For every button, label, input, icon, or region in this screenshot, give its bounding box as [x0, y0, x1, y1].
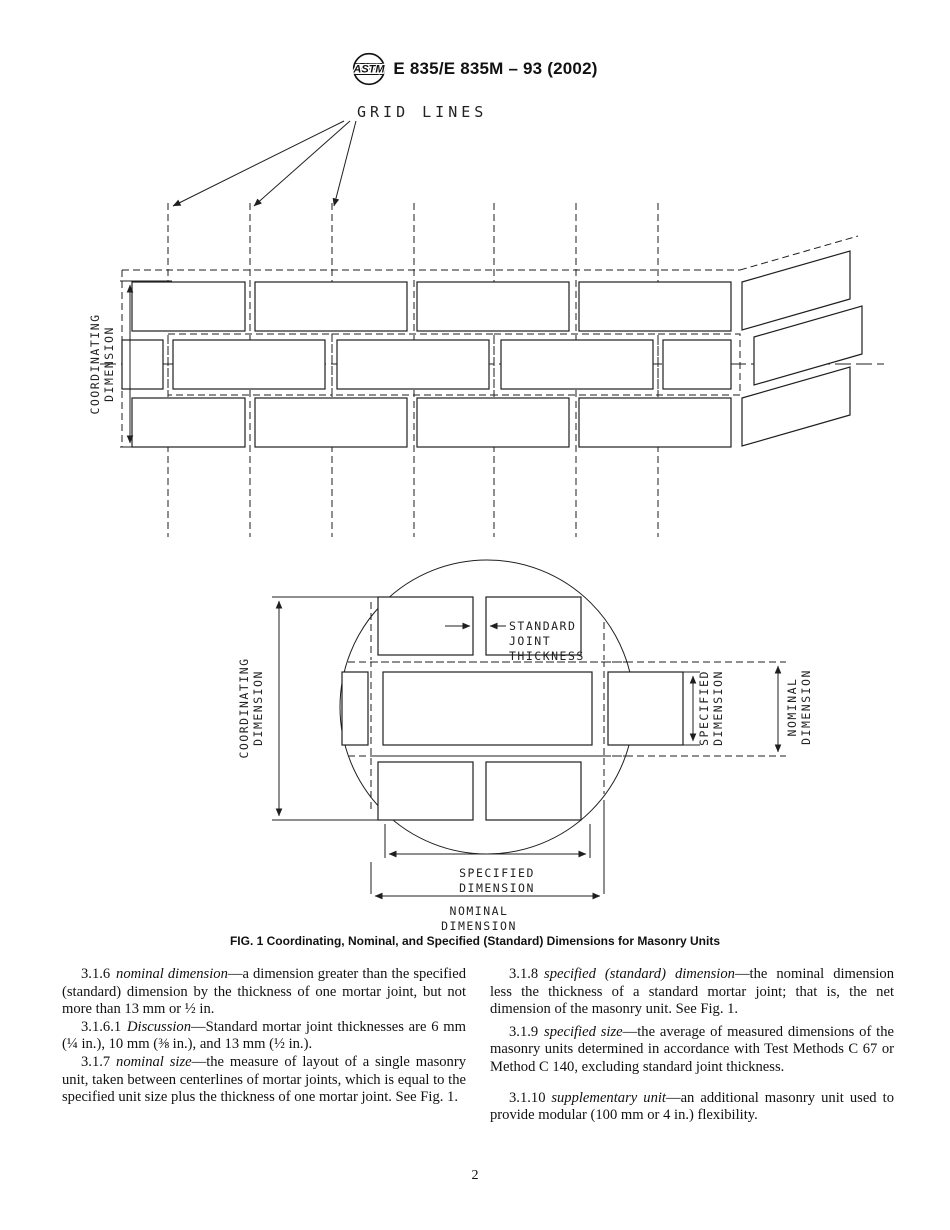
- definition-text: —the average of measured dimensions of the masonry units determined in accordance with Test Methods C 67 or Method C 140, excluding standard joint thickness.: [490, 1023, 894, 1075]
- wall-bricks: [122, 282, 731, 447]
- paragraph-3-1-10: [490, 1090, 894, 1125]
- grid-lines-callout: [173, 103, 487, 206]
- page-number: 2: [471, 1168, 479, 1183]
- defined-term: nominal dimension: [116, 966, 228, 982]
- standard-designation: E 835/E 835M – 93 (2002): [393, 59, 598, 78]
- paragraph-3-1-7: [62, 1054, 466, 1107]
- dimension-label: DIMENSION: [102, 326, 116, 402]
- defined-term: specified size: [544, 1023, 623, 1040]
- left-column: [62, 966, 466, 1125]
- coordinating-label: COORDINATING: [237, 657, 251, 759]
- definition-text: —Standard mortar joint thicknesses are 6 mm (¼ in.), 10 mm (⅜ in.), and 13 mm (½ in.).: [62, 1018, 466, 1053]
- right-column: [490, 966, 894, 1125]
- dimension-label: DIMENSION: [459, 881, 535, 895]
- dimension-label: DIMENSION: [251, 670, 265, 746]
- defined-term: supplementary unit: [551, 1089, 666, 1106]
- grid-lines-label: GRID LINES: [357, 103, 488, 121]
- joint-label: JOINT: [509, 634, 552, 648]
- figure-caption: FIG. 1 Coordinating, Nominal, and Specified (Standard) Dimensions for Masonry Units: [229, 934, 721, 948]
- wall-perspective-bricks: [742, 251, 862, 446]
- definition-text: —the nominal dimension less the thickness of a standard mortar joint; that is, the net dimension of the masonry unit. See Fig. 1.: [490, 966, 895, 1018]
- defined-term: Discussion: [126, 1018, 192, 1035]
- figure-1-diagram: [0, 95, 950, 940]
- nominal-label: NOMINAL: [449, 904, 509, 918]
- definition-text: —a dimension greater than the specified (standard) dimension by the thickness of one mortar joint, but not more than 13 mm or ½ in.: [62, 966, 466, 1018]
- nominal-dimension-right: [778, 666, 813, 752]
- thickness-label: THICKNESS: [509, 649, 585, 663]
- defined-term: nominal size: [116, 1053, 192, 1070]
- standard-label: STANDARD: [509, 619, 577, 633]
- clause-number: 3.1.7: [81, 1053, 111, 1070]
- specified-label: SPECIFIED: [697, 670, 711, 746]
- document-header: [0, 52, 950, 86]
- defined-term: specified (standard) dimension: [544, 966, 735, 982]
- dimension-label: DIMENSION: [441, 919, 517, 933]
- coordinating-label: COORDINATING: [88, 313, 102, 415]
- clause-number: 3.1.6: [81, 966, 111, 982]
- clause-number: 3.1.10: [509, 1089, 546, 1106]
- paragraph-3-1-8: [490, 966, 894, 1019]
- dimension-label: DIMENSION: [799, 669, 813, 745]
- clause-number: 3.1.6.1: [81, 1018, 122, 1035]
- terminology-section: [62, 966, 894, 1125]
- definition-text: —the measure of layout of a single masonry unit, taken between centerlines of mortar joints, which is equal to the specified unit size plus the thickness of one mortar joint. See Fig. 1.: [62, 1053, 467, 1106]
- astm-logo-icon: [352, 52, 386, 86]
- specified-label: SPECIFIED: [459, 866, 535, 880]
- astm-logo-text: ASTM: [353, 63, 385, 76]
- clause-number: 3.1.9: [509, 1023, 539, 1040]
- paragraph-3-1-6-1: [62, 1019, 466, 1054]
- specified-dimension-right: [683, 670, 725, 746]
- clause-number: 3.1.8: [509, 966, 539, 982]
- dimension-label: DIMENSION: [711, 670, 725, 746]
- paragraph-3-1-9: [490, 1024, 894, 1077]
- nominal-label: NOMINAL: [785, 677, 799, 737]
- paragraph-3-1-6: [62, 966, 466, 1019]
- definition-text: —an additional masonry unit used to provide modular (100 mm or 4 in.) flexibility.: [490, 1089, 894, 1124]
